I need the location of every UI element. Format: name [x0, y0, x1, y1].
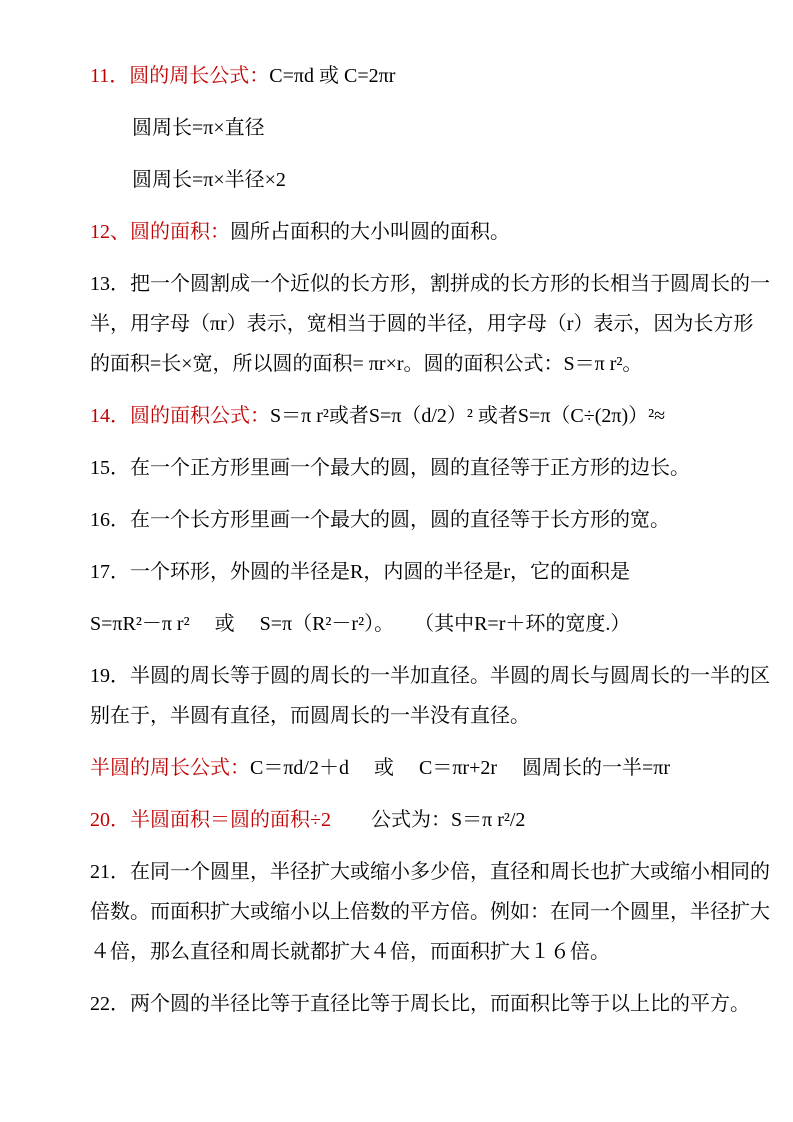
item-20-semicircle-area [90, 800, 779, 840]
item-12-circle-area-definition [90, 212, 779, 252]
highlighted-heading-text: 12、圆的面积： [90, 221, 230, 243]
highlighted-heading-text: 20．半圆面积＝圆的面积÷2 [90, 809, 331, 831]
text-line [90, 212, 779, 252]
text-line [90, 852, 779, 892]
body-text: 圆周长=π×直径 [132, 117, 265, 139]
text-line [90, 552, 779, 592]
text-line [90, 892, 779, 932]
item-11-sub-formula-diameter [90, 108, 779, 148]
body-text: 的面积=长×宽，所以圆的面积= πr×r。圆的面积公式：S＝π r²。 [90, 353, 643, 375]
body-text: 别在于，半圆有直径，而圆周长的一半没有直径。 [90, 705, 530, 727]
body-text: C=πd 或 C=2πr [269, 65, 396, 87]
highlighted-heading-text: 11．圆的周长公式： [90, 65, 270, 87]
body-text: 19．半圆的周长等于圆的周长的一半加直径。半圆的周长与圆周长的一半的区 [90, 665, 770, 687]
item-22-ratio-rule [90, 984, 779, 1024]
text-line [90, 696, 779, 736]
text-line [90, 344, 779, 384]
item-17-ring-area-formula [90, 604, 779, 644]
body-text: 22．两个圆的半径比等于直径比等于周长比，而面积比等于以上比的平方。 [90, 993, 750, 1015]
item-16-circle-in-rectangle [90, 500, 779, 540]
item-21-scaling-rule [90, 852, 779, 972]
text-line [90, 800, 779, 840]
body-text: 13．把一个圆割成一个近似的长方形，割拼成的长方形的长相当于圆周长的一 [90, 273, 770, 295]
semicircle-perimeter-formula [90, 748, 779, 788]
highlighted-heading-text: 14．圆的面积公式： [90, 405, 270, 427]
text-line [90, 748, 779, 788]
text-line [90, 448, 779, 488]
item-14-circle-area-formula [90, 396, 779, 436]
body-text: 圆所占面积的大小叫圆的面积。 [230, 221, 510, 243]
text-line [90, 604, 779, 644]
item-19-semicircle-perimeter [90, 656, 779, 736]
text-line [90, 264, 779, 304]
text-line [90, 500, 779, 540]
body-text: 半，用字母（πr）表示，宽相当于圆的半径，用字母（r）表示，因为长方形 [90, 313, 754, 335]
item-11-sub-formula-radius [90, 160, 779, 200]
body-text: 圆周长=π×半径×2 [132, 169, 286, 191]
item-15-circle-in-square [90, 448, 779, 488]
text-line [132, 108, 779, 148]
highlighted-heading-text: 半圆的周长公式： [90, 757, 250, 779]
body-text: ４倍，那么直径和周长就都扩大４倍，而面积扩大１６倍。 [90, 941, 610, 963]
text-line [90, 56, 779, 96]
body-text: S＝π r²或者S=π（d/2）² 或者S=π（C÷(2π)）²≈ [270, 405, 666, 427]
item-13-circle-to-rectangle [90, 264, 779, 384]
text-line [90, 396, 779, 436]
body-text: 倍数。而面积扩大或缩小以上倍数的平方倍。例如：在同一个圆里，半径扩大 [90, 901, 770, 923]
body-text: 17．一个环形，外圆的半径是R，内圆的半径是r，它的面积是 [90, 561, 630, 583]
body-text: 15．在一个正方形里画一个最大的圆，圆的直径等于正方形的边长。 [90, 457, 690, 479]
body-text: C＝πd/2＋d 或 C＝πr+2r 圆周长的一半=πr [250, 757, 671, 779]
text-line [90, 932, 779, 972]
item-17-ring-area [90, 552, 779, 592]
body-text: S=πR²－π r² 或 S=π（R²－r²）。 （其中R=r＋环的宽度.） [90, 613, 631, 635]
body-text: 16．在一个长方形里画一个最大的圆，圆的直径等于长方形的宽。 [90, 509, 670, 531]
text-line [90, 304, 779, 344]
item-11-circle-circumference-formula [90, 56, 779, 96]
text-line [90, 656, 779, 696]
text-line [132, 160, 779, 200]
body-text: 21．在同一个圆里，半径扩大或缩小多少倍，直径和周长也扩大或缩小相同的 [90, 861, 770, 883]
body-text: 公式为：S＝π r²/2 [330, 809, 526, 831]
text-line [90, 984, 779, 1024]
